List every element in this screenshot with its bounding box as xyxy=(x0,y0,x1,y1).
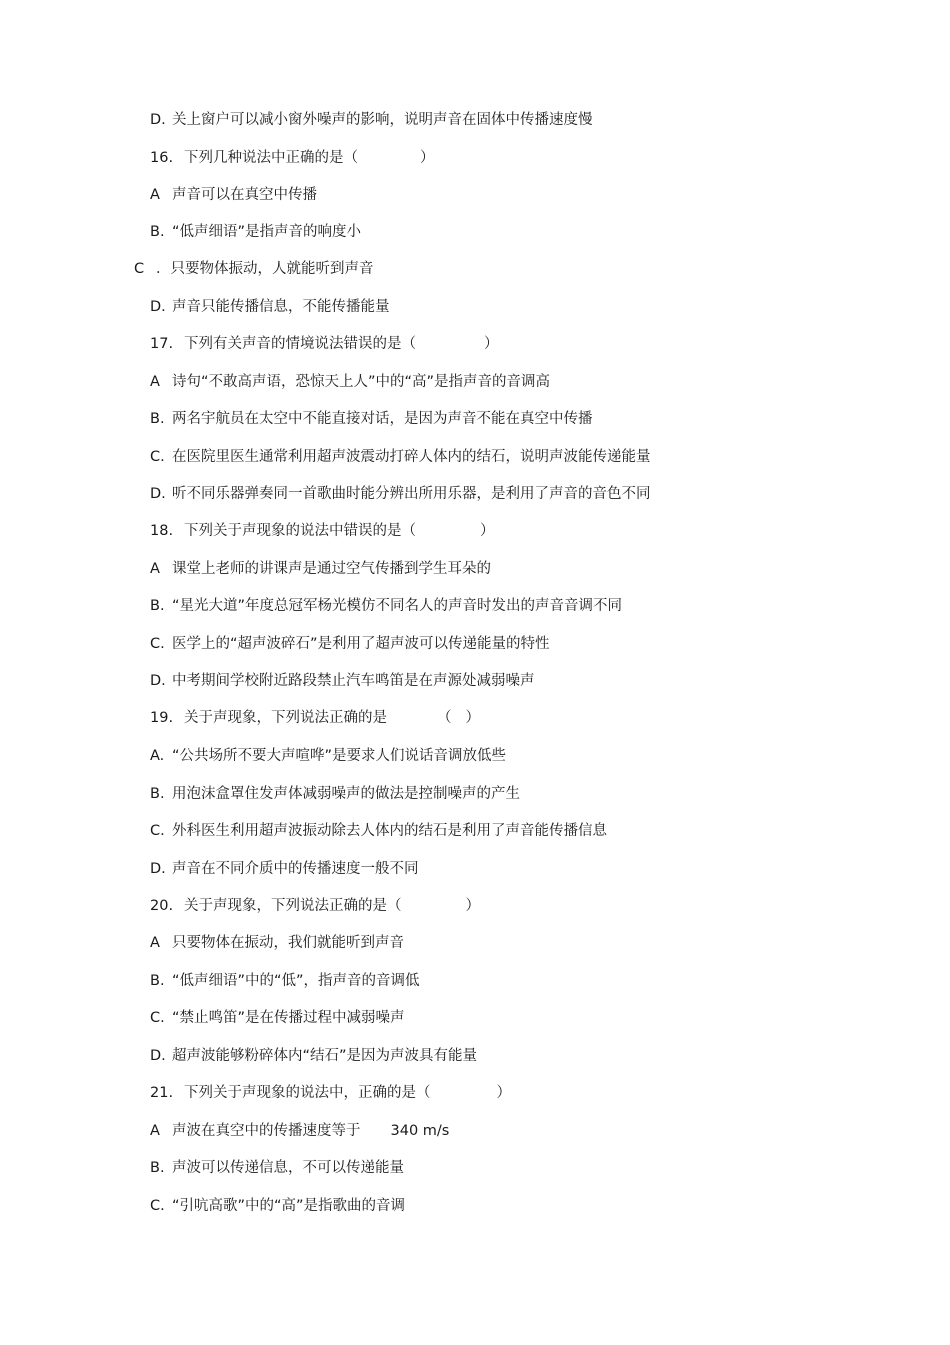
question-number: 21. xyxy=(150,1085,174,1101)
answer-option xyxy=(150,859,419,879)
answer-option xyxy=(150,746,506,766)
answer-option xyxy=(150,821,607,841)
option-text: 用泡沫盒罩住发声体减弱噪声的做法是控制噪声的产生 xyxy=(172,786,520,802)
option-text: “禁止鸣笛”是在传播过程中减弱噪声 xyxy=(172,1010,405,1026)
answer-blank-close: ） xyxy=(480,523,495,539)
option-text: 声音可以在真空中传播 xyxy=(172,187,317,203)
question-text: 下列关于声现象的说法中错误的是（ xyxy=(184,523,416,539)
option-text: 声波在真空中的传播速度等于 xyxy=(172,1123,361,1139)
option-text: 超声波能够粉碎体内“结石”是因为声波具有能量 xyxy=(172,1048,478,1064)
question-stem xyxy=(150,1083,511,1103)
option-letter: C. xyxy=(150,1198,165,1214)
option-letter: D. xyxy=(150,299,166,315)
question-stem xyxy=(150,334,499,354)
option-letter: D. xyxy=(150,673,166,689)
question-text: 下列有关声音的情境说法错误的是（ xyxy=(184,336,416,352)
option-letter: C xyxy=(134,261,145,277)
question-number: 20. xyxy=(150,898,174,914)
option-letter: B. xyxy=(150,411,165,427)
option-text: 声音在不同介质中的传播速度一般不同 xyxy=(172,861,419,877)
option-text: 课堂上老师的讲课声是通过空气传播到学生耳朵的 xyxy=(172,561,491,577)
option-text: “公共场所不要大声喧哗”是要求人们说话音调放低些 xyxy=(172,748,507,764)
option-letter: D. xyxy=(150,486,166,502)
option-letter: B. xyxy=(150,1160,165,1176)
question-number: 18. xyxy=(150,523,174,539)
option-text: 外科医生利用超声波振动除去人体内的结石是利用了声音能传播信息 xyxy=(172,823,607,839)
answer-blank-close: ） xyxy=(420,150,435,166)
question-number: 16. xyxy=(150,150,174,166)
option-text: ．只要物体振动，人就能听到声音 xyxy=(156,261,374,277)
answer-option xyxy=(150,409,593,429)
answer-option xyxy=(150,1196,405,1216)
option-letter: D. xyxy=(150,861,166,877)
option-letter: A. xyxy=(150,748,165,764)
option-letter: A xyxy=(150,561,160,577)
question-number: 17. xyxy=(150,336,174,352)
answer-option xyxy=(150,1158,404,1178)
question-text: 下列关于声现象的说法中，正确的是（ xyxy=(184,1085,431,1101)
question-stem xyxy=(150,521,495,541)
answer-option xyxy=(150,222,361,242)
option-letter: C. xyxy=(150,636,165,652)
option-letter: A xyxy=(150,1123,160,1139)
answer-option xyxy=(150,1121,449,1141)
answer-option xyxy=(150,447,651,467)
answer-option xyxy=(150,933,404,953)
answer-option xyxy=(150,971,420,991)
option-text: 两名宇航员在太空中不能直接对话，是因为声音不能在真空中传播 xyxy=(172,411,593,427)
answer-blank-open: （ xyxy=(437,710,452,726)
option-letter: A xyxy=(150,374,160,390)
question-stem xyxy=(150,708,480,728)
answer-option xyxy=(150,1046,477,1066)
question-stem xyxy=(150,896,480,916)
question-text: 下列几种说法中正确的是（ xyxy=(184,150,358,166)
option-letter: A xyxy=(150,935,160,951)
answer-option xyxy=(134,259,374,279)
question-text: 关于声现象，下列说法正确的是（ xyxy=(184,898,402,914)
option-text: 听不同乐器弹奏同一首歌曲时能分辨出所用乐器，是利用了声音的音色不同 xyxy=(172,486,651,502)
option-text: “星光大道”年度总冠军杨光模仿不同名人的声音时发出的声音音调不同 xyxy=(172,598,623,614)
option-text: 只要物体在振动，我们就能听到声音 xyxy=(172,935,404,951)
option-text: 声音只能传播信息，不能传播能量 xyxy=(172,299,390,315)
option-letter: C. xyxy=(150,823,165,839)
answer-blank-close: ） xyxy=(465,898,480,914)
answer-option xyxy=(150,484,651,504)
option-letter: B. xyxy=(150,224,165,240)
answer-option xyxy=(150,784,520,804)
option-letter: C. xyxy=(150,449,165,465)
answer-option xyxy=(150,671,535,691)
answer-blank-close: ） xyxy=(496,1085,511,1101)
answer-blank-close: ） xyxy=(465,710,480,726)
option-text: 在医院里医生通常利用超声波震动打碎人体内的结石，说明声波能传递能量 xyxy=(172,449,651,465)
answer-option xyxy=(150,372,550,392)
answer-option xyxy=(150,297,390,317)
option-text: 关上窗户可以减小窗外噪声的影响，说明声音在固体中传播速度慢 xyxy=(172,112,593,128)
option-text: 中考期间学校附近路段禁止汽车鸣笛是在声源处减弱噪声 xyxy=(172,673,535,689)
option-text: “低声细语”中的“低”，指声音的音调低 xyxy=(172,973,420,989)
option-letter: C. xyxy=(150,1010,165,1026)
option-letter: A xyxy=(150,187,160,203)
option-letter: B. xyxy=(150,786,165,802)
answer-blank-close: ） xyxy=(484,336,499,352)
question-stem xyxy=(150,148,435,168)
option-text: 诗句“不敢高声语，恐惊天上人”中的“高”是指声音的音调高 xyxy=(172,374,551,390)
answer-option xyxy=(150,634,550,654)
option-text: “低声细语”是指声音的响度小 xyxy=(172,224,362,240)
answer-option xyxy=(150,185,317,205)
answer-option xyxy=(150,110,593,130)
option-text: 声波可以传递信息，不可以传递能量 xyxy=(172,1160,404,1176)
option-letter: D. xyxy=(150,1048,166,1064)
option-text: 医学上的“超声波碎石”是利用了超声波可以传递能量的特性 xyxy=(172,636,550,652)
option-text: “引吭高歌”中的“高”是指歌曲的音调 xyxy=(172,1198,406,1214)
option-letter: B. xyxy=(150,973,165,989)
question-text: 关于声现象，下列说法正确的是 xyxy=(184,710,387,726)
answer-option xyxy=(150,1008,405,1028)
speed-value: 340 m/s xyxy=(390,1123,450,1139)
option-letter: D. xyxy=(150,112,166,128)
answer-option xyxy=(150,596,622,616)
option-letter: B. xyxy=(150,598,165,614)
answer-option xyxy=(150,559,491,579)
question-number: 19. xyxy=(150,710,174,726)
